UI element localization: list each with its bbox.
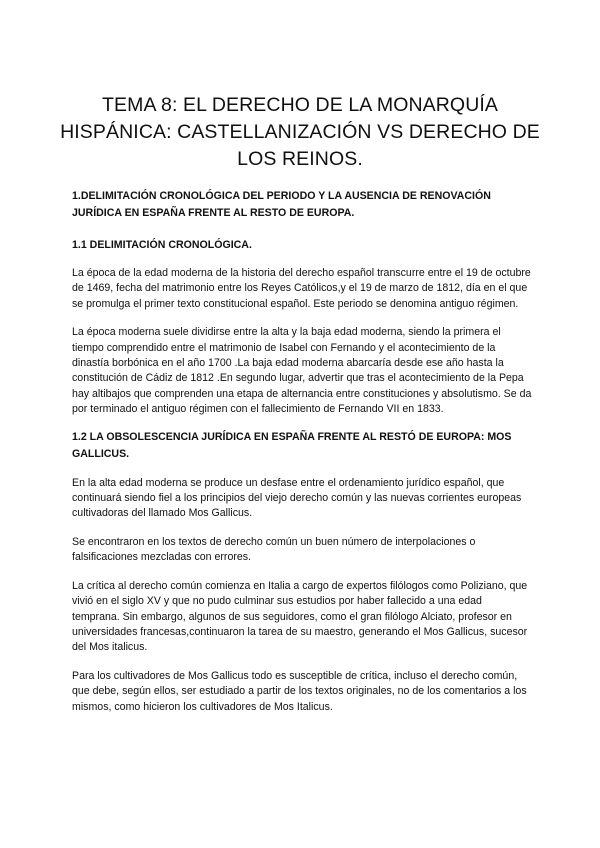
paragraph-mos-gallicus: Para los cultivadores de Mos Gallicus todo es susceptible de crítica, incluso el derecho común, que debe, según ellos, ser estudiado a partir de los textos originales, no de los comentarios a los mismos, como hicieron los cultivadores de Mos Italicus. [72, 669, 527, 713]
paragraph-alta-baja-edad: La época moderna suele dividirse entre la alta y la baja edad moderna, siendo la primera el tiempo comprendido entre el matrimonio de Isabel con Fernando y el acontecimiento de la dinastía borbónica en el año 1700 .La baja edad moderna abarcaría desde ese año hasta la constitución de Cádiz de 1812 .En segundo lugar, advertir que tras el acontecimiento de la Pepa hay altibajos que comprenden una etapa de alternancia entre constituciones y absolutismo. Se da por terminado el antiguo régimen con el fallecimiento de Fernando VII en 1833. [72, 326, 532, 416]
paragraph-critica-italia: La crítica al derecho común comienza en Italia a cargo de expertos filólogos como Poliziano, que vivió en el siglo XV y que no pudo culminar sus estudios por haber fallecido a una edad temprana. Sin embargo, algunos de sus seguidores, como el gran filólogo Alciato, profesor en universidades francesas,continuaron la tarea de su maestro, generando el Mos Gallicus, sucesor del Mos italicus. [72, 579, 528, 654]
paragraph-edad-moderna: La época de la edad moderna de la historia del derecho español transcurre entre el 19 de octubre de 1469, fecha del matrimonio entre los Reyes Católicos,y el 19 de marzo de 1812, día en el que se promulga el primer texto constitucional español. Este periodo se denomina antiguo régimen. [72, 267, 531, 310]
paragraph-desfase: En la alta edad moderna se produce un desfase entre el ordenamiento jurídico español, que continuará siendo fiel a los principios del viejo derecho común y las nuevas corrientes europeas cultivadoras del llamado Mos Gallicus. [72, 476, 522, 520]
document-body [72, 188, 532, 715]
section-1-1-heading: 1.1 DELIMITACIÓN CRONOLÓGICA. [72, 239, 252, 251]
paragraph-interpolaciones: Se encontraron en los textos de derecho común un buen número de interpolaciones o falsificaciones mezcladas con errores. [72, 535, 476, 564]
section-1-2-heading: 1.2 LA OBSOLESCENCIA JURÍDICA EN ESPAÑA FRENTE AL RESTÓ DE EUROPA: MOS GALLICUS. [72, 430, 512, 460]
document-title: TEMA 8: EL DERECHO DE LA MONARQUÍA HISPÁNICA: CASTELLANIZACIÓN VS DERECHO DE LOS REINOS. [60, 94, 540, 170]
section-1-heading: 1.DELIMITACIÓN CRONOLÓGICA DEL PERIODO Y LA AUSENCIA DE RENOVACIÓN JURÍDICA EN ESPAÑA FRENTE AL RESTO DE EUROPA. [72, 190, 491, 219]
